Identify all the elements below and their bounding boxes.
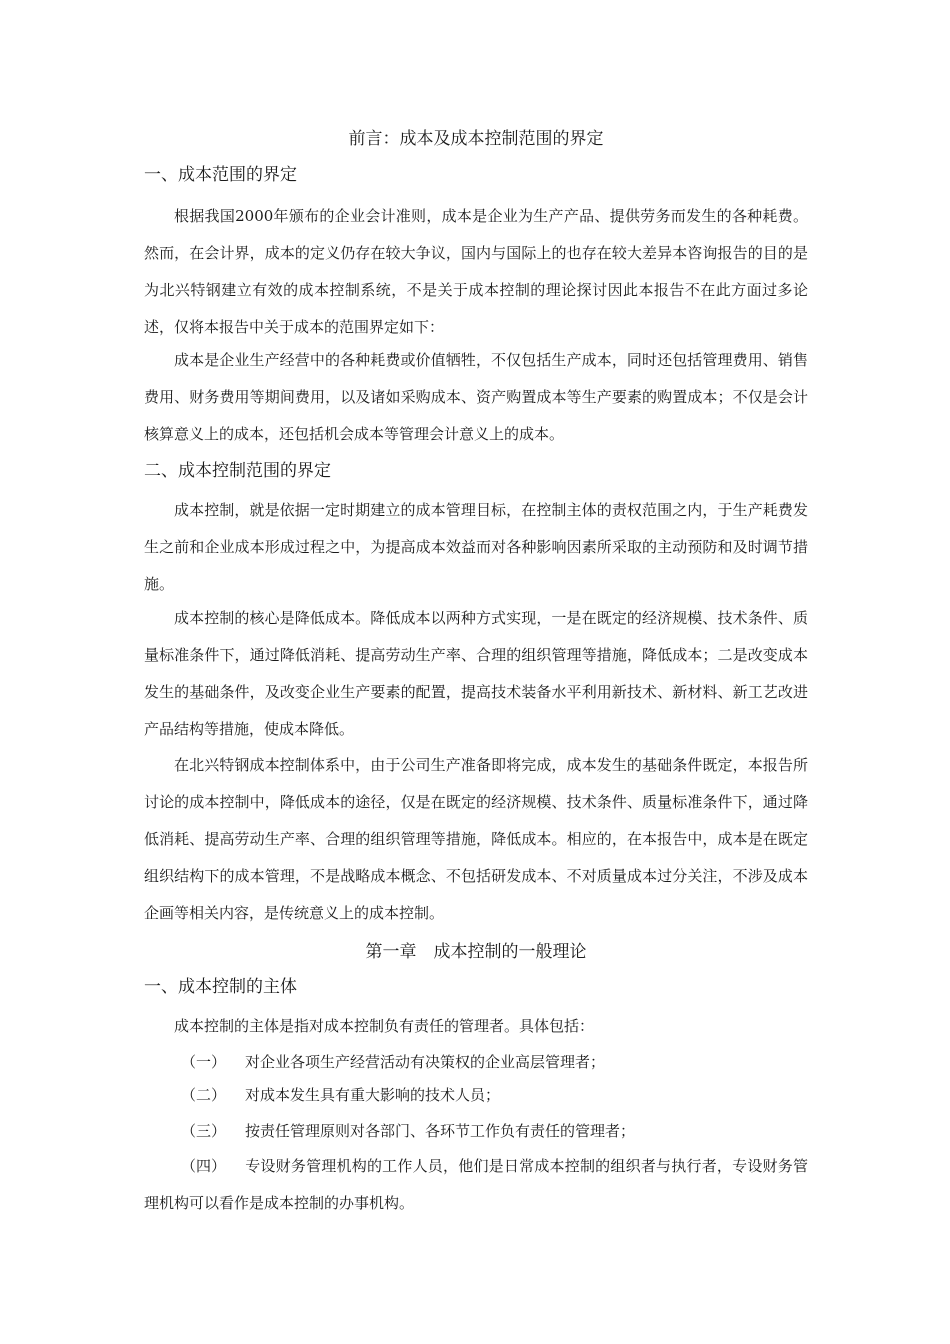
paragraph-cost-definition: 根据我国2000年颁布的企业会计准则，成本是企业为生产产品、提供劳务而发生的各种耗费。然而，在会计界，成本的定义仍存在较大争议，国内与国际上的也存在较大差异本咨询报告的目的是为北兴特钢建立有效的成本控制系统，不是关于成本控制的理论探讨因此本报告不在此方面过多论述，仅将本报告中关于成本的范围界定如下： [144,207,808,336]
list-item-number: （四） [181,1157,227,1175]
list-item-text: 对成本发生具有重大影响的技术人员； [245,1086,501,1104]
list-item [144,1113,808,1150]
preface-title: 前言：成本及成本控制范围的界定 [348,129,604,149]
list-item-number: （三） [181,1122,227,1140]
list-item-number: （二） [181,1086,227,1104]
section-heading-control-scope: 二、成本控制范围的界定 [144,461,331,481]
list-item-text: 按责任管理原则对各部门、各环节工作负有责任的管理者； [245,1122,636,1140]
list-item-text: 对企业各项生产经营活动有决策权的企业高层管理者； [245,1053,606,1071]
paragraph-control-definition: 成本控制，就是依据一定时期建立的成本管理目标，在控制主体的责权范围之内，于生产耗费发生之前和企业成本形成过程之中，为提高成本效益而对各种影响因素所采取的主动预防和及时调节措施。 [144,501,808,593]
list-item [144,1044,808,1081]
section-heading-cost-scope: 一、成本范围的界定 [144,165,297,185]
paragraph-control-subject-intro: 成本控制的主体是指对成本控制负有责任的管理者。具体包括： [174,1017,595,1035]
paragraph-control-core: 成本控制的核心是降低成本。降低成本以两种方式实现，一是在既定的经济规模、技术条件、质量标准条件下，通过降低消耗、提高劳动生产率、合理的组织管理等措施，降低成本；二是改变成本发生的基础条件，及改变企业生产要素的配置，提高技术装备水平利用新技术、新材料、新工艺改进产品结构等措施，使成本降低。 [144,609,808,738]
list-item [144,1148,808,1222]
paragraph-cost-scope: 成本是企业生产经营中的各种耗费或价值牺牲，不仅包括生产成本，同时还包括管理费用、销售费用、财务费用等期间费用，以及诸如采购成本、资产购置成本等生产要素的购置成本；不仅是会计核算意义上的成本，还包括机会成本等管理会计意义上的成本。 [144,351,808,443]
chapter-title: 第一章 成本控制的一般理论 [365,942,587,962]
list-item [144,1077,808,1114]
paragraph-control-system: 在北兴特钢成本控制体系中，由于公司生产准备即将完成，成本发生的基础条件既定，本报告所讨论的成本控制中，降低成本的途径，仅是在既定的经济规模、技术条件、质量标准条件下，通过降低消耗、提高劳动生产率、合理的组织管理等措施，降低成本。相应的，在本报告中，成本是在既定组织结构下的成本管理，不是战略成本概念、不包括研发成本、不对质量成本过分关注，不涉及成本企画等相关内容，是传统意义上的成本控制。 [144,756,808,922]
list-item-number: （一） [181,1053,227,1071]
section-heading-control-subject: 一、成本控制的主体 [144,977,297,997]
list-item-text: 专设财务管理机构的工作人员，他们是日常成本控制的组织者与执行者，专设财务管理机构可以看作是成本控制的办事机构。 [144,1157,808,1212]
